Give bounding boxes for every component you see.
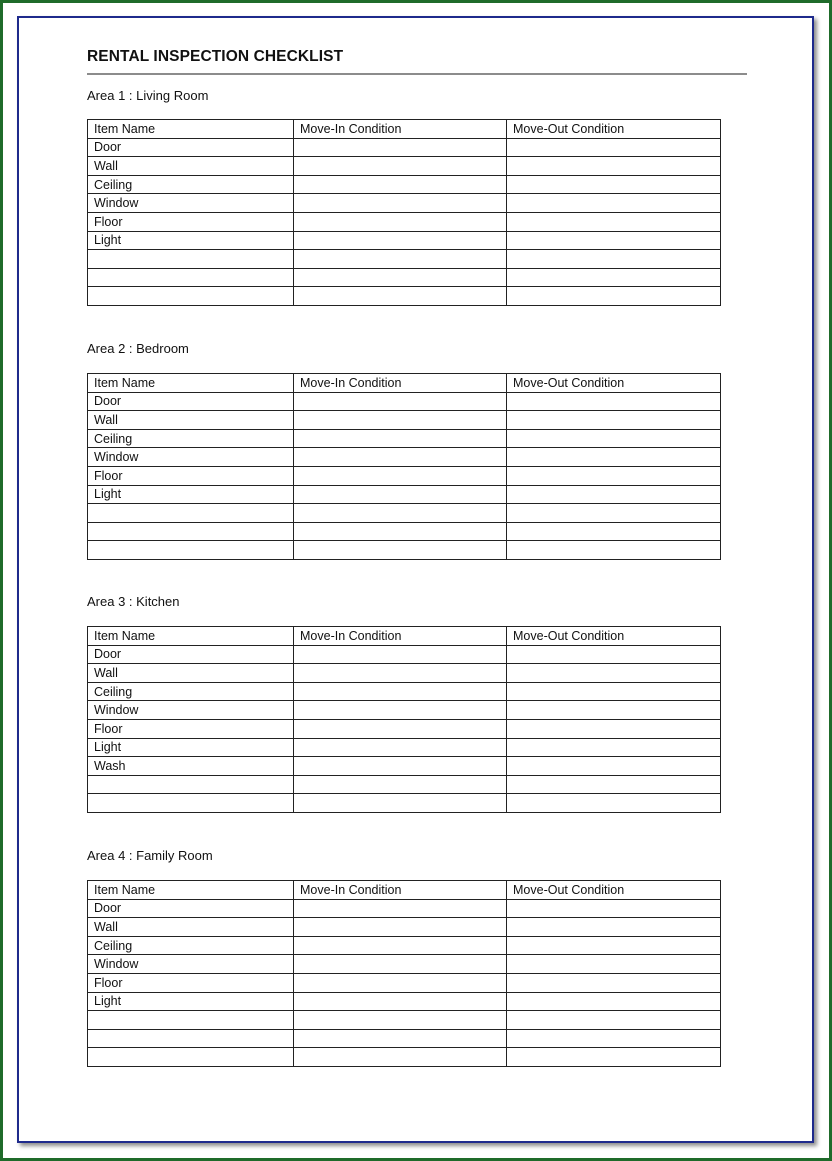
table-header-row [88,627,721,646]
move-in-condition-cell [294,775,507,794]
table-row [88,899,721,918]
move-out-condition-cell [507,411,721,430]
item-name-cell [88,1048,294,1067]
move-out-condition-cell [507,955,721,974]
table-row [88,918,721,937]
column-header: Move-In Condition [294,374,507,393]
column-header: Move-Out Condition [507,374,721,393]
move-in-condition-cell [294,1048,507,1067]
move-in-condition-cell [294,268,507,287]
table-row [88,504,721,523]
item-name-cell [88,1011,294,1030]
table-row [88,541,721,560]
area-2-label: Area 2 : Bedroom [87,341,189,356]
table-row [88,682,721,701]
table-header-row [88,120,721,139]
move-in-condition-cell [294,522,507,541]
move-out-condition-cell [507,231,721,250]
item-name-cell: Light [88,485,294,504]
item-name-cell: Floor [88,973,294,992]
column-header: Move-In Condition [294,881,507,900]
item-name-cell: Door [88,138,294,157]
move-in-condition-cell [294,485,507,504]
table-row [88,212,721,231]
item-name-cell: Ceiling [88,682,294,701]
table-row [88,757,721,776]
move-in-condition-cell [294,664,507,683]
move-out-condition-cell [507,936,721,955]
move-in-condition-cell [294,936,507,955]
column-header: Move-Out Condition [507,627,721,646]
table-row [88,1029,721,1048]
column-header: Move-Out Condition [507,120,721,139]
move-in-condition-cell [294,1029,507,1048]
move-out-condition-cell [507,1029,721,1048]
column-header: Move-Out Condition [507,881,721,900]
move-in-condition-cell [294,411,507,430]
move-in-condition-cell [294,138,507,157]
item-name-cell [88,250,294,269]
table-row [88,268,721,287]
area-3-table [87,626,721,813]
move-out-condition-cell [507,899,721,918]
item-name-cell [88,522,294,541]
move-in-condition-cell [294,541,507,560]
move-in-condition-cell [294,231,507,250]
table-row [88,645,721,664]
table-row [88,175,721,194]
table-row [88,955,721,974]
item-name-cell [88,541,294,560]
table-row [88,973,721,992]
move-out-condition-cell [507,664,721,683]
table-row [88,392,721,411]
move-out-condition-cell [507,701,721,720]
item-name-cell: Ceiling [88,429,294,448]
table-row [88,664,721,683]
item-name-cell: Wall [88,411,294,430]
item-name-cell: Window [88,955,294,974]
move-in-condition-cell [294,250,507,269]
move-out-condition-cell [507,504,721,523]
move-out-condition-cell [507,194,721,213]
move-out-condition-cell [507,175,721,194]
item-name-cell [88,504,294,523]
move-in-condition-cell [294,973,507,992]
move-in-condition-cell [294,955,507,974]
move-out-condition-cell [507,448,721,467]
move-in-condition-cell [294,212,507,231]
move-out-condition-cell [507,757,721,776]
move-out-condition-cell [507,738,721,757]
move-out-condition-cell [507,429,721,448]
move-in-condition-cell [294,392,507,411]
column-header: Move-In Condition [294,627,507,646]
move-in-condition-cell [294,899,507,918]
item-name-cell: Light [88,992,294,1011]
table-row [88,1048,721,1067]
move-out-condition-cell [507,918,721,937]
move-out-condition-cell [507,1011,721,1030]
area-4-label: Area 4 : Family Room [87,848,213,863]
column-header: Item Name [88,881,294,900]
item-name-cell: Door [88,392,294,411]
table-row [88,157,721,176]
item-name-cell: Wall [88,918,294,937]
item-name-cell [88,794,294,813]
item-name-cell [88,287,294,306]
move-out-condition-cell [507,682,721,701]
move-in-condition-cell [294,157,507,176]
move-in-condition-cell [294,429,507,448]
table-row [88,250,721,269]
move-out-condition-cell [507,287,721,306]
move-in-condition-cell [294,701,507,720]
move-in-condition-cell [294,1011,507,1030]
move-out-condition-cell [507,157,721,176]
column-header: Move-In Condition [294,120,507,139]
table-row [88,522,721,541]
item-name-cell [88,268,294,287]
move-in-condition-cell [294,466,507,485]
move-out-condition-cell [507,541,721,560]
move-out-condition-cell [507,1048,721,1067]
item-name-cell: Light [88,738,294,757]
move-in-condition-cell [294,448,507,467]
move-out-condition-cell [507,794,721,813]
table-row [88,194,721,213]
column-header: Item Name [88,120,294,139]
item-name-cell [88,1029,294,1048]
item-name-cell: Window [88,448,294,467]
move-out-condition-cell [507,212,721,231]
table-row [88,719,721,738]
move-in-condition-cell [294,918,507,937]
table-row [88,738,721,757]
title-underline [87,73,747,75]
column-header: Item Name [88,374,294,393]
move-out-condition-cell [507,268,721,287]
table-header-row [88,881,721,900]
area-3-label: Area 3 : Kitchen [87,594,180,609]
table-row [88,485,721,504]
table-row [88,429,721,448]
item-name-cell: Ceiling [88,936,294,955]
item-name-cell: Light [88,231,294,250]
move-in-condition-cell [294,645,507,664]
move-out-condition-cell [507,645,721,664]
move-in-condition-cell [294,194,507,213]
move-in-condition-cell [294,794,507,813]
table-row [88,992,721,1011]
table-row [88,231,721,250]
move-out-condition-cell [507,485,721,504]
item-name-cell: Ceiling [88,175,294,194]
table-row [88,466,721,485]
move-out-condition-cell [507,392,721,411]
item-name-cell: Floor [88,466,294,485]
move-out-condition-cell [507,775,721,794]
item-name-cell: Floor [88,212,294,231]
move-in-condition-cell [294,175,507,194]
table-row [88,936,721,955]
item-name-cell: Door [88,645,294,664]
item-name-cell: Window [88,194,294,213]
table-row [88,411,721,430]
table-row [88,287,721,306]
area-2-table [87,373,721,560]
move-in-condition-cell [294,719,507,738]
page-title: RENTAL INSPECTION CHECKLIST [87,48,344,65]
move-out-condition-cell [507,719,721,738]
area-1-label: Area 1 : Living Room [87,88,209,103]
move-out-condition-cell [507,466,721,485]
item-name-cell: Door [88,899,294,918]
item-name-cell: Wall [88,664,294,683]
move-in-condition-cell [294,682,507,701]
move-in-condition-cell [294,992,507,1011]
item-name-cell: Floor [88,719,294,738]
item-name-cell: Window [88,701,294,720]
table-row [88,794,721,813]
table-row [88,448,721,467]
column-header: Item Name [88,627,294,646]
area-1-table [87,119,721,306]
item-name-cell: Wash [88,757,294,776]
table-row [88,701,721,720]
table-row [88,1011,721,1030]
move-in-condition-cell [294,287,507,306]
item-name-cell: Wall [88,157,294,176]
item-name-cell [88,775,294,794]
area-4-table [87,880,721,1067]
move-out-condition-cell [507,992,721,1011]
table-row [88,138,721,157]
move-out-condition-cell [507,522,721,541]
move-in-condition-cell [294,504,507,523]
move-out-condition-cell [507,973,721,992]
move-in-condition-cell [294,757,507,776]
table-header-row [88,374,721,393]
move-in-condition-cell [294,738,507,757]
table-row [88,775,721,794]
document-page [17,16,814,1143]
move-out-condition-cell [507,138,721,157]
move-out-condition-cell [507,250,721,269]
